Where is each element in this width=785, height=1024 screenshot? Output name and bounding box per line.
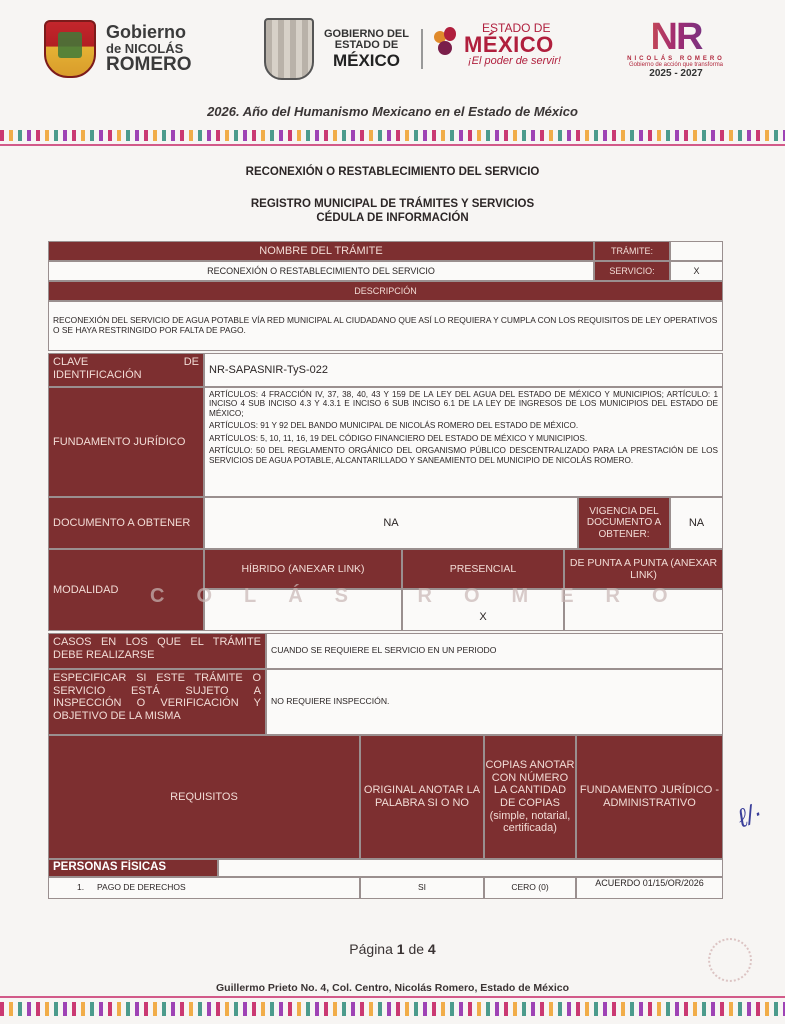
- presencial-header: PRESENCIAL: [402, 549, 564, 589]
- tramite-label: TRÁMITE:: [594, 241, 670, 261]
- background-watermark: COLÁS ROMERO: [150, 585, 700, 607]
- requisitos-header: REQUISITOS: [48, 735, 360, 859]
- row-copias: CERO (0): [484, 877, 576, 899]
- modalidad-label: MODALIDAD: [48, 549, 204, 631]
- vigencia-label: VIGENCIA DEL DOCUMENTO A OBTENER:: [578, 497, 670, 549]
- fundamento-list: [204, 387, 723, 497]
- page-number: [0, 941, 785, 957]
- top-ornament-border: [0, 130, 785, 141]
- punta-a-punta-header: DE PUNTA A PUNTA (ANEXAR LINK): [564, 549, 723, 589]
- nombre-tramite-header: NOMBRE DEL TRÁMITE: [48, 241, 594, 261]
- copias-header: [484, 735, 576, 859]
- mex-logo-line2: MÉXICO: [464, 32, 554, 57]
- original-header: ORIGINAL ANOTAR LA PALABRA SI O NO: [360, 735, 484, 859]
- row-number: 1.: [77, 882, 85, 893]
- fundamento-item: ARTÍCULOS: 5, 10, 11, 16, 19 DEL CÓDIGO FINANCIERO DEL ESTADO DE MÉXICO Y MUNICIPIOS.: [209, 433, 588, 443]
- copias-header-main: COPIAS ANOTAR CON NÚMERO LA CANTIDAD DE COPIAS: [485, 759, 575, 809]
- tramite-checkbox: [670, 241, 723, 261]
- page-prefix: Página: [349, 941, 393, 957]
- clave-label-de: DE: [183, 356, 199, 368]
- top-divider: [0, 144, 785, 146]
- inspeccion-value: NO REQUIERE INSPECCIÓN.: [266, 669, 723, 735]
- nombre-tramite-value: RECONEXIÓN O RESTABLECIMIENTO DEL SERVICIO: [48, 261, 594, 281]
- personas-fisicas-spacer: [218, 859, 723, 877]
- mex-logo-line3: ¡El poder de servir!: [468, 55, 561, 67]
- row-requisito: PAGO DE DERECHOS: [97, 882, 186, 893]
- footer-divider: [0, 996, 785, 998]
- nr-logo-sub1: NICOLÁS ROMERO: [627, 56, 725, 62]
- estado-de-mexico-brand-logo: [432, 22, 561, 67]
- gobierno-nicolas-romero-logo: [44, 20, 192, 78]
- hibrido-value: [204, 589, 402, 631]
- nr-logo-period: 2025 - 2027: [649, 68, 703, 79]
- information-form: [48, 241, 723, 901]
- page-total: 4: [427, 941, 436, 957]
- personas-fisicas-label: PERSONAS FÍSICAS: [48, 859, 218, 877]
- clave-label: [48, 353, 204, 387]
- fundamento-administrativo-header: FUNDAMENTO JURÍDICO - ADMINISTRATIVO: [576, 735, 723, 859]
- copias-header-types: (simple, notarial, certificada): [489, 809, 571, 835]
- gobierno-estado-mexico-logo: [264, 18, 423, 80]
- gob-logo-line3: ROMERO: [106, 54, 192, 76]
- hibrido-header: HÍBRIDO (ANEXAR LINK): [204, 549, 402, 589]
- municipal-shield-icon: [44, 20, 96, 78]
- clave-label-identificacion: IDENTIFICACIÓN: [53, 368, 142, 381]
- page-current: 1: [396, 941, 405, 957]
- gob-logo-line1: Gobierno: [106, 21, 186, 42]
- fundamento-item: ARTÍCULO: 50 DEL REGLAMENTO ORGÁNICO DEL ORGANISMO PÚBLICO DESCENTRALIZADO PARA LA PRESTACIÓN DE LOS SERVICIOS DE AGUA POTABLE, ALCANTARILLADO Y SANEAMIENTO DEL MUNICIPIO DE NICOLÁS ROMERO.: [209, 446, 718, 465]
- presencial-value: X: [402, 589, 564, 631]
- edo-logo-line1: GOBIERNO DEL: [324, 27, 409, 40]
- registry-title: REGISTRO MUNICIPAL DE TRÁMITES Y SERVICIOS: [250, 198, 535, 210]
- handwritten-signature: ℓ/·: [733, 796, 767, 834]
- clave-label-word: CLAVE: [53, 356, 89, 368]
- table-row-requisito: [48, 877, 360, 899]
- documento-value: NA: [204, 497, 578, 549]
- page-header: [0, 0, 785, 100]
- edo-logo-line2: ESTADO DE: [334, 39, 399, 52]
- fundamento-item: ARTÍCULOS: 4 FRACCIÓN IV, 37, 38, 40, 43 Y 159 DE LA LEY DEL AGUA DEL ESTADO DE MÉXICO Y MUNICIPIOS; ARTÍCULO: 1 INCISO 4 SUB INCISO 4.3 Y 4.3.1 E INCISO 6 SUB INCISO 6.1 DE LA LEY DE INGRESOS DE LOS MUNICIPIOS DEL ESTADO DE MÉXICO;: [209, 390, 718, 418]
- documento-label: DOCUMENTO A OBTENER: [48, 497, 204, 549]
- servicio-checkbox: X: [670, 261, 723, 281]
- edo-logo-line3: MÉXICO: [332, 50, 400, 70]
- flower-icon: [432, 27, 458, 63]
- year-slogan: 2026. Año del Humanismo Mexicano en el Estado de México: [207, 104, 578, 119]
- ornamental-stamp-icon: [708, 938, 752, 982]
- gob-logo-line2: de NICOLÁS: [106, 40, 184, 56]
- vigencia-value: NA: [670, 497, 723, 549]
- document-title: RECONEXIÓN O RESTABLECIMIENTO DEL SERVICIO: [245, 166, 540, 178]
- descripcion-text: RECONEXIÓN DEL SERVICIO DE AGUA POTABLE VÍA RED MUNICIPAL AL CIUDADANO QUE ASÍ LO REQUIERA Y CUMPLA CON LOS REQUISITOS DE LEY OPERATIVOS O SE HAYA RESTRINGIDO POR FALTA DE PAGO.: [48, 301, 723, 351]
- page-sep: de: [408, 941, 425, 957]
- nr-administration-logo: [626, 18, 726, 79]
- punta-a-punta-value: [564, 589, 723, 631]
- clave-value: NR-SAPASNIR-TyS-022: [204, 353, 723, 387]
- fundamento-label: FUNDAMENTO JURÍDICO: [48, 387, 204, 497]
- nr-logo-mark: NR: [626, 18, 726, 56]
- descripcion-header: DESCRIPCIÓN: [48, 281, 723, 301]
- bottom-ornament-border: [0, 1002, 785, 1016]
- row-original: SI: [360, 877, 484, 899]
- servicio-label: SERVICIO:: [594, 261, 670, 281]
- state-shield-icon: [264, 18, 314, 80]
- footer-address: Guillermo Prieto No. 4, Col. Centro, Nicolás Romero, Estado de México: [216, 982, 569, 994]
- fundamento-item: ARTÍCULOS: 91 Y 92 DEL BANDO MUNICIPAL DE NICOLÁS ROMERO DEL ESTADO DE MÉXICO.: [209, 421, 579, 431]
- mex-logo-line1: ESTADO DE: [482, 21, 551, 35]
- row-fundamento: ACUERDO 01/15/OR/2026: [576, 877, 723, 899]
- cedula-title: CÉDULA DE INFORMACIÓN: [316, 212, 469, 224]
- nr-logo-sub2: Gobierno de acción que transforma: [628, 62, 724, 68]
- inspeccion-label: ESPECIFICAR SI ESTE TRÁMITE O SERVICIO ESTÁ SUJETO A INSPECCIÓN O VERIFICACIÓN Y OBJETIVO DE LA MISMA: [48, 669, 266, 735]
- casos-label: CASOS EN LOS QUE EL TRÁMITE DEBE REALIZARSE: [48, 633, 266, 669]
- casos-value: CUANDO SE REQUIERE EL SERVICIO EN UN PERIODO: [266, 633, 723, 669]
